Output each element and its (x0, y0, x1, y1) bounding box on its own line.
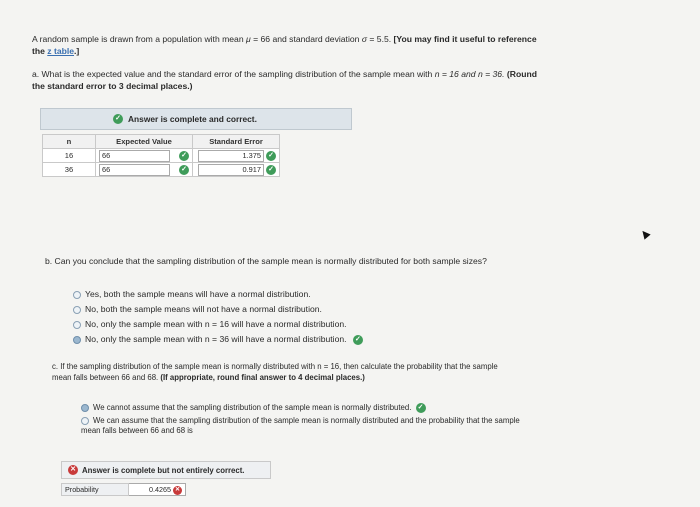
check-circle-icon: ✓ (179, 151, 189, 161)
x-circle-icon: ✕ (68, 465, 78, 475)
n-cell: 36 (43, 163, 96, 177)
probability-value: 0.4265 (149, 485, 171, 494)
part-b-question: b. Can you conclude that the sampling distribution of the sample mean is normally distributed for both sample sizes? (45, 256, 487, 266)
n-value: n = 16 and (434, 69, 478, 79)
banner-text: Answer is complete and correct. (128, 114, 257, 124)
intro-part: = 5.5. (367, 34, 394, 44)
x-circle-icon: ✕ (174, 486, 181, 493)
intro-bold: .] (74, 46, 80, 56)
radio-option[interactable] (73, 303, 322, 315)
radio-option-selected[interactable] (73, 333, 363, 345)
radio-button-selected[interactable] (73, 336, 81, 344)
question-bold: (If appropriate, round final answer to 4 decimal places.) (160, 372, 365, 382)
check-circle-icon: ✓ (266, 165, 276, 175)
mouse-cursor-icon (639, 228, 650, 239)
n-cell: 16 (43, 149, 96, 163)
radio-option[interactable] (73, 288, 311, 300)
check-circle-icon: ✓ (179, 165, 189, 175)
expected-cell (96, 149, 193, 163)
probability-input[interactable] (129, 483, 186, 496)
probability-label: Probability (61, 483, 129, 496)
intro-part: = 66 and standard deviation (250, 34, 362, 44)
standard-error-input[interactable]: 1.375 (198, 150, 264, 162)
check-circle-icon: ✓ (353, 335, 363, 345)
standard-error-input[interactable]: 0.917 (198, 164, 264, 176)
mu-symbol: μ (246, 34, 251, 44)
radio-option[interactable] (73, 318, 347, 330)
option-label: No, both the sample means will not have a normal distribution. (85, 304, 322, 314)
part-a-question (32, 68, 662, 92)
answer-table (42, 134, 280, 177)
table-row (43, 163, 280, 177)
option-label: mean falls between 66 and 68 is (81, 426, 193, 435)
radio-button[interactable] (73, 291, 81, 299)
table-header-row (43, 135, 280, 149)
expected-cell (96, 163, 193, 177)
option-label: No, only the sample mean with n = 36 will have a normal distribution. (85, 334, 347, 344)
n-value: n = 36. (477, 69, 507, 79)
radio-option-selected[interactable] (81, 403, 426, 413)
radio-option[interactable] (81, 416, 641, 436)
check-circle-icon: ✓ (416, 403, 426, 413)
radio-button[interactable] (73, 306, 81, 314)
sigma-symbol: σ (361, 34, 367, 44)
header-standard-error: Standard Error (193, 135, 280, 149)
intro-bold: the (32, 46, 48, 56)
intro-bold: [You may find it useful to reference (393, 34, 537, 44)
option-label: No, only the sample mean with n = 16 will have a normal distribution. (85, 319, 347, 329)
expected-value-input[interactable]: 66 (99, 150, 170, 162)
answer-status-banner (61, 461, 271, 479)
se-cell (193, 163, 280, 177)
table-row (43, 149, 280, 163)
expected-value-input[interactable]: 66 (99, 164, 170, 176)
question-text: c. If the sampling distribution of the sample mean is normally distributed with n = 16, then calculate the probability that the sample (52, 362, 498, 371)
intro-part: A random sample is drawn from a population with mean (32, 34, 246, 44)
banner-text: Answer is complete but not entirely correct. (82, 465, 245, 475)
header-n: n (43, 135, 96, 149)
answer-status-banner (40, 108, 352, 130)
question-text: a. What is the expected value and the standard error of the sampling distribution of the sample mean with (32, 69, 435, 79)
check-circle-icon: ✓ (113, 114, 123, 124)
question-text: mean falls between 66 and 68. (52, 372, 161, 382)
radio-button-selected[interactable] (81, 404, 89, 412)
option-label: Yes, both the sample means will have a normal distribution. (85, 289, 311, 299)
intro-text (32, 33, 652, 57)
question-bold: (Round (506, 69, 537, 79)
part-c-question (52, 362, 652, 383)
option-label: We can assume that the sampling distribution of the sample mean is normally distributed and the probability that the sample (93, 416, 520, 425)
z-table-link[interactable]: z table (47, 46, 75, 56)
se-cell (193, 149, 280, 163)
probability-row (61, 483, 186, 496)
radio-button[interactable] (81, 417, 89, 425)
check-circle-icon: ✓ (266, 151, 276, 161)
option-label: We cannot assume that the sampling distribution of the sample mean is normally distributed. (93, 403, 412, 413)
question-bold: the standard error to 3 decimal places.) (32, 81, 193, 91)
radio-button[interactable] (73, 321, 81, 329)
header-expected-value: Expected Value (96, 135, 193, 149)
